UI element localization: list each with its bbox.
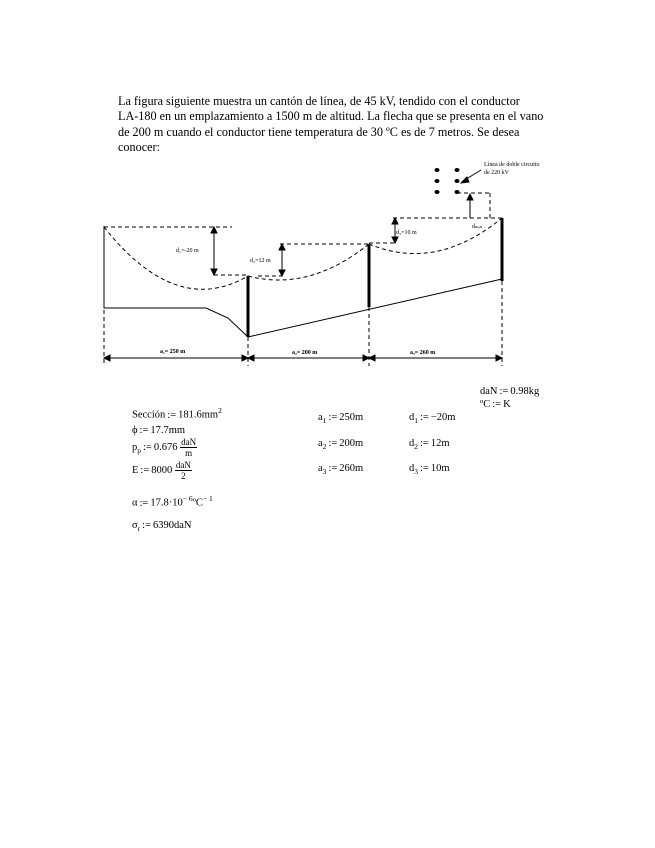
diff-d2: $d_2$ := 12m: [409, 438, 450, 452]
param-phi: ϕ := 17.7mm: [132, 425, 186, 436]
dmin-label: dₘᵢₙ: [472, 224, 483, 230]
param-sigma: $\sigma_r$ := 6390daN: [132, 520, 192, 534]
param-seccion: Sección := $181.6mm^2$: [132, 406, 222, 421]
span-a3: $a_3$ := 260m: [318, 463, 364, 477]
diff-d3: $d_3$ := 10m: [409, 463, 450, 477]
a2-label: a₂= 200 m: [292, 350, 318, 356]
span-a1: $a_1$ := 250m: [318, 412, 364, 426]
double-circuit-conductors: [435, 168, 460, 194]
d1-label: d₁=-20 m: [176, 248, 199, 254]
diff-d1: $d_1$ := −20m: [409, 412, 456, 426]
unit-c-definition: ºC := K: [480, 399, 511, 410]
param-alpha: α := $17.8\cdot 10^{- 6}ºC^{- 1}$: [132, 494, 213, 509]
catenary-span-1: [104, 227, 248, 289]
ground-slope-line: [248, 279, 502, 337]
d2-label: d₂=12 m: [250, 258, 271, 264]
span-a2: $a_2$ := 200m: [318, 438, 364, 452]
param-p: $p_p$ := 0.676 $\frac{\text{daN}}{m}$: [132, 437, 197, 458]
intro-line: La figura siguiente muestra un cantón de línea, de 45 kV, tendido con el conductor: [118, 94, 520, 108]
d3-label: d₃=10 m: [396, 230, 417, 236]
intro-line: de 200 m cuando el conductor tiene temperatura de 30 ºC es de 7 metros. Se desea: [118, 124, 520, 139]
intro-line: conocer:: [118, 140, 160, 155]
transmission-line-label: Línea de doble circuito: [484, 162, 540, 168]
intro-line: LA-180 en un emplazamiento a 1500 m de altitud. La flecha que se presenta en el vano: [118, 109, 544, 124]
transmission-line-label: de 220 kV: [484, 170, 509, 176]
param-e: E := 8000 $\frac{\text{daN}}{2}$: [132, 460, 191, 481]
left-support-profile: [104, 226, 248, 337]
unit-dan-definition: daN := 0.98kg: [480, 386, 540, 397]
a1-label: a₁= 250 m: [160, 349, 186, 355]
a3-label: a₃= 260 m: [410, 350, 436, 356]
